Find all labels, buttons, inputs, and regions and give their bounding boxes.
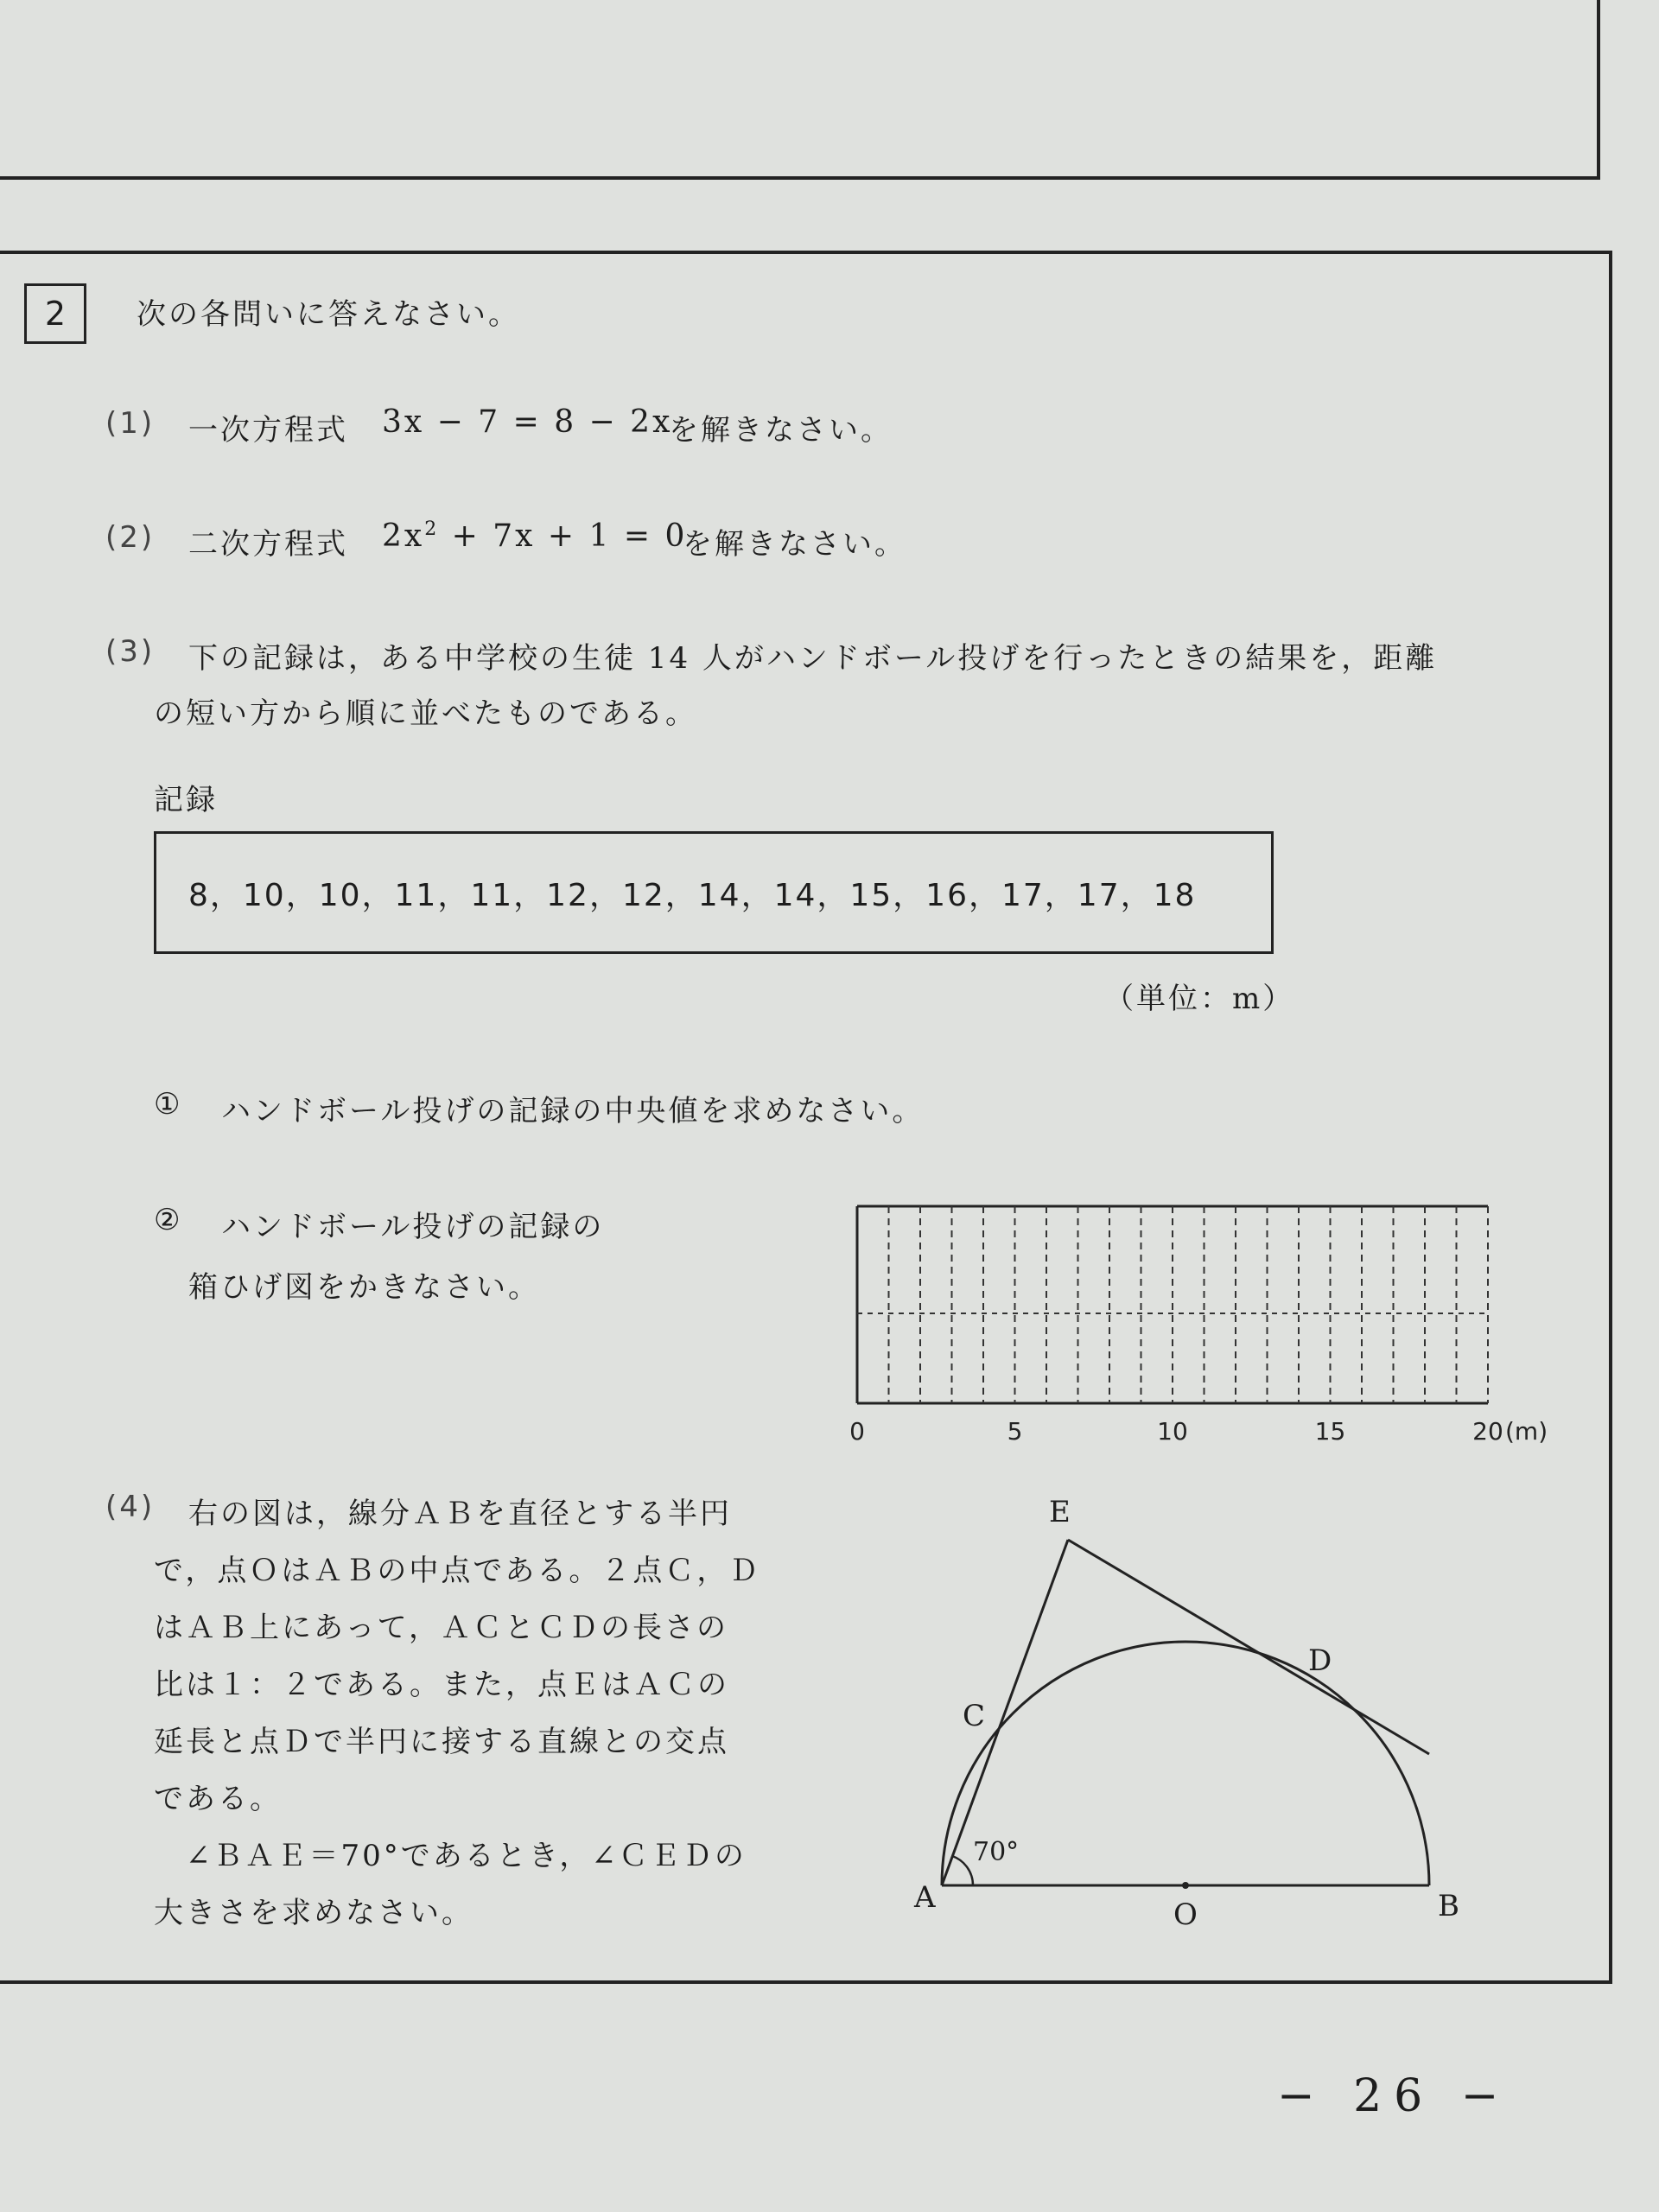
label-point-b: B xyxy=(1438,1889,1459,1923)
point-o-dot xyxy=(1182,1882,1189,1889)
label-point-a: A xyxy=(914,1880,936,1915)
label-point-o: O xyxy=(1173,1897,1198,1932)
q4-line-3: 比は１：２である。また，点ＥはＡＣの xyxy=(154,1668,729,1702)
label-point-d: D xyxy=(1308,1643,1332,1678)
grid-tick-labels xyxy=(849,1417,1548,1446)
sub2-number: ② xyxy=(154,1203,183,1237)
q1-text-after: を解きなさい。 xyxy=(669,413,893,448)
q2-text-before: 二次方程式 xyxy=(188,527,348,562)
q3-line2: の短い方から順に並べたものである。 xyxy=(154,696,697,731)
q2-equation-a: 2x xyxy=(382,518,425,554)
q2-equation-b: + 7x + 1 = 0 xyxy=(439,518,688,554)
q4-number: (4) xyxy=(105,1490,156,1524)
q3-line1: 下の記録は，ある中学校の生徒 14 人がハンドボール投げを行ったときの結果を，距離 xyxy=(188,641,1438,676)
page-number: − 26 − xyxy=(1277,2070,1511,2122)
q1-number: (1) xyxy=(105,406,156,441)
grid-unit-label: (m) xyxy=(1505,1417,1548,1446)
q4-line-1: で，点ＯはＡＢの中点である。２点Ｃ，Ｄ xyxy=(154,1554,761,1588)
sub1-number: ① xyxy=(154,1087,183,1122)
grid-lines xyxy=(857,1206,1488,1403)
grid-tick-label: 5 xyxy=(1007,1417,1023,1446)
q2-text-after: を解きなさい。 xyxy=(683,527,906,562)
q4-line-5: である。 xyxy=(154,1782,282,1816)
sub2-line1: ハンドボール投げの記録の xyxy=(221,1210,605,1244)
label-point-e: E xyxy=(1049,1495,1071,1529)
record-label: 記録 xyxy=(154,783,218,817)
q2-number: (2) xyxy=(105,520,156,555)
line-ae xyxy=(942,1540,1068,1885)
q1-text-before: 一次方程式 xyxy=(188,413,348,448)
angle-arc xyxy=(952,1856,973,1885)
q1-equation: 3x − 7 = 8 − 2x xyxy=(382,404,673,440)
q3-number: (3) xyxy=(105,634,156,669)
grid-tick-label: 10 xyxy=(1157,1417,1188,1446)
line-ed-tangent xyxy=(1068,1540,1429,1754)
sub2-line2: 箱ひげ図をかきなさい。 xyxy=(188,1270,540,1305)
q4-line-7: 大きさを求めなさい。 xyxy=(154,1896,474,1930)
q4-line-6: ∠ＢＡＥ＝70°であるとき，∠ＣＥＤの xyxy=(154,1839,747,1873)
label-point-c: C xyxy=(963,1699,986,1733)
geometry-figure xyxy=(942,1540,1429,1885)
q4-line-2: はＡＢ上にあって，ＡＣとＣＤの長さの xyxy=(154,1611,728,1645)
grid-tick-label: 20 xyxy=(1472,1417,1503,1446)
question-number: 2 xyxy=(24,283,86,344)
unit-label: （単位：m） xyxy=(1104,982,1295,1016)
grid-tick-label: 0 xyxy=(849,1417,865,1446)
record-values: 8，10，10，11，11，12，12，14，14，15，16，17，17，18 xyxy=(188,878,1197,913)
sub1-text: ハンドボール投げの記録の中央値を求めなさい。 xyxy=(221,1094,925,1128)
q4-line-4: 延長と点Ｄで半円に接する直線との交点 xyxy=(154,1725,729,1759)
instruction-text: 次の各問いに答えなさい。 xyxy=(137,297,520,332)
grid-tick-label: 15 xyxy=(1314,1417,1346,1446)
q4-line-0: 右の図は，線分ＡＢを直径とする半円 xyxy=(188,1497,732,1531)
q2-equation-exponent: 2 xyxy=(424,518,440,540)
angle-label: 70° xyxy=(973,1837,1020,1867)
